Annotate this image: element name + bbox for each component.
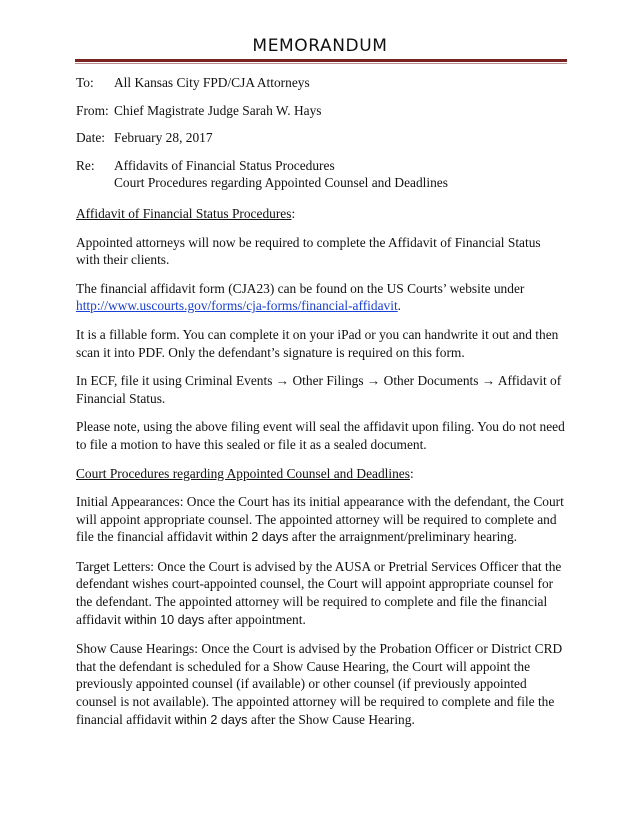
re-line-2: Court Procedures regarding Appointed Counsel and Deadlines xyxy=(114,175,448,191)
section2-p3-c: after the Show Cause Hearing. xyxy=(247,711,415,727)
section2-p2-c: after appointment. xyxy=(204,611,306,627)
section1-p5: Please note, using the above filing event will seal the affidavit upon filing. You do not need to file a motion to have this sealed or file it as a sealed document. xyxy=(76,419,565,452)
date-label: Date: xyxy=(76,130,105,146)
financial-affidavit-link[interactable]: http://www.uscourts.gov/forms/cja-forms/financial-affidavit xyxy=(76,298,398,314)
section2-p1-c: after the arraignment/preliminary hearing. xyxy=(288,529,518,545)
section1-p2 xyxy=(76,280,566,315)
section1-p4: In ECF, file it using Criminal Events → Other Filings → Other Documents → Affidavit of Financial Status. xyxy=(76,373,562,406)
header-from xyxy=(76,102,566,120)
deadline-initial: within 2 days xyxy=(215,530,289,545)
header-to xyxy=(76,74,566,92)
section2-heading xyxy=(76,465,566,483)
title-rule-thin xyxy=(75,63,567,64)
section2-p2 xyxy=(76,558,566,629)
re-label: Re: xyxy=(76,157,95,173)
section1-p3: It is a fillable form. You can complete it on your iPad or you can handwrite it out and then scan it into PDF. Only the defendant’s signature is required on this form. xyxy=(76,326,559,360)
date-value: February 28, 2017 xyxy=(114,130,213,146)
section1-heading-colon: : xyxy=(291,205,296,221)
re-line-1: Affidavits of Financial Status Procedures xyxy=(114,157,335,173)
section2-p3-a: Show Cause Hearings: Once the Court is advised by the Probation Officer or District CRD that the defendant is scheduled for a Show Cause Hearing, the Court will appoint the previously appointed counsel (if available) or other counsel (if previously appointed counsel is not available). The appointed attorney will be required to complete and file the financial affidavit xyxy=(76,641,563,727)
deadline-target: within 10 days xyxy=(124,612,205,627)
section2-p1 xyxy=(76,493,566,547)
to-label: To: xyxy=(76,75,94,90)
section2-p1-a: Initial Appearances: Once the Court has its initial appearance with the defendant, the Court will appoint appropriate counsel. The appointed attorney will be required to complete and file the financial affidavit xyxy=(76,494,564,545)
section1-p1: Appointed attorneys will now be required to complete the Affidavit of Financial Status with their clients. xyxy=(76,234,541,268)
from-label: From: xyxy=(76,102,109,118)
title-rule xyxy=(75,59,567,62)
section2-p3 xyxy=(76,640,566,729)
section2-p2-a: Target Letters: Once the Court is advised by the AUSA or Pretrial Services Officer that the defendant wishes court-appointed counsel, the Court will appoint appropriate counsel for the defendant. The appointed attorney will be required to complete and file the financial affidavit xyxy=(76,558,562,627)
section1-heading xyxy=(76,205,566,223)
section1-p2-text: The financial affidavit form (CJA23) can be found on the US Courts’ website under xyxy=(76,280,525,296)
from-value: Chief Magistrate Judge Sarah W. Hays xyxy=(114,102,322,118)
section1-heading-text: Affidavit of Financial Status Procedures xyxy=(76,205,292,221)
to-value: All Kansas City FPD/CJA Attorneys xyxy=(114,75,310,90)
header-re xyxy=(76,157,566,192)
section1-p2-end: . xyxy=(397,298,402,314)
deadline-show-cause: within 2 days xyxy=(174,712,248,727)
memo-body xyxy=(76,74,566,740)
memo-title: MEMORANDUM xyxy=(252,36,388,56)
re-value xyxy=(114,157,566,192)
section2-heading-text: Court Procedures regarding Appointed Counsel and Deadlines xyxy=(76,465,410,481)
header-date xyxy=(76,129,566,147)
section2-heading-colon: : xyxy=(409,465,414,481)
